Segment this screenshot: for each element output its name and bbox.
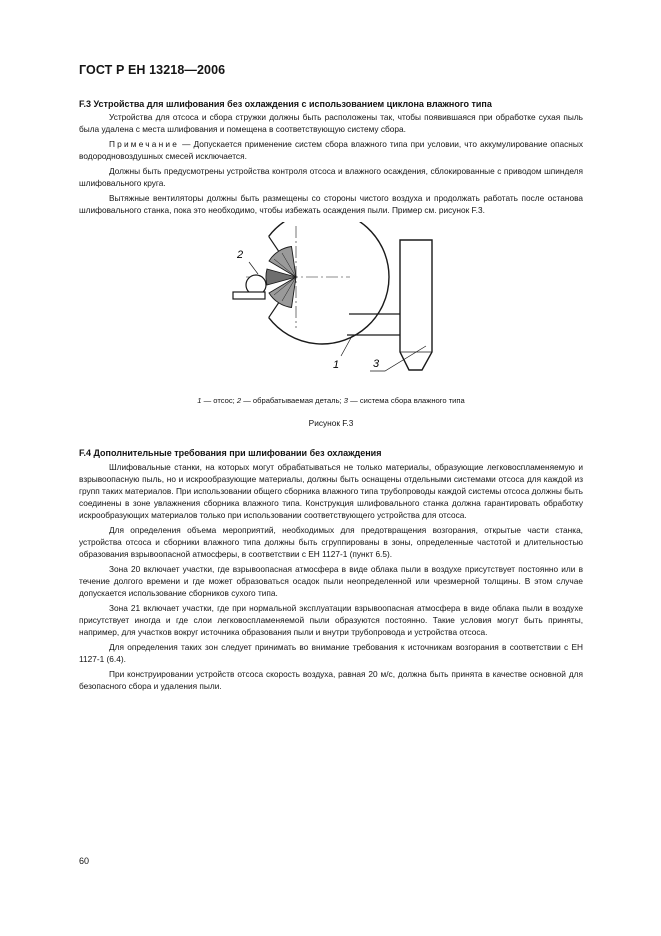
leader-line bbox=[249, 262, 258, 274]
paragraph: Устройства для отсоса и сбора стружки должны быть расположены так, чтобы появившаяся при обработке сухая пыль была удалена с места шлифования и помещена в соответствующую систему сбора. bbox=[79, 112, 583, 134]
paragraph: Для определения таких зон следует принимать во внимание требования к источникам возгорания в соответствии с ЕН 1127-1 (6.4). bbox=[79, 642, 583, 664]
duct-shape bbox=[347, 314, 400, 335]
document-header: ГОСТ Р ЕН 13218—2006 bbox=[79, 63, 226, 77]
paragraph: Должны быть предусмотрены устройства контроля отсоса и влажного осаждения, сблокированные с приводом шпинделя шлифовального круга. bbox=[79, 166, 583, 188]
paragraph: Шлифовальные станки, на которых могут обрабатываться не только материалы, образующие легковоспламеняемую и взрывоопасную пыль, но и искрообразующие материалы, должны быть оснащены отдельными системами отсоса для каждой из групп таких материалов. При использовании общего сборника влажного типа трубопроводы каждой системы отсоса должны быть соединены в зоне увлажнения сборника влажного типа. Конструкция шлифовального станка должна гарантировать обработку искрообразующих материалов только при использовании соответствующего устройства для отсоса. bbox=[79, 462, 583, 520]
section-f4-heading: F.4 Дополнительные требования при шлифовании без охлаждения bbox=[79, 448, 382, 458]
legend-text: — отсос; bbox=[201, 396, 237, 405]
figure-label-3: 3 bbox=[373, 358, 380, 370]
legend-text: — система сбора влажного типа bbox=[348, 396, 465, 405]
note-text: — Допускается применение систем сбора влажного типа при условии, что аккумулирование опасных водородновоздушных смесей исключается. bbox=[79, 139, 583, 161]
figure-f3-diagram bbox=[220, 222, 450, 387]
paragraph: Для определения объема мероприятий, необходимых для предотвращения возгорания, открытые части станка, устройства отсоса и сборники влажного типа должны быть сгруппированы в зоны, определенные частотой и длительностью образования взрывоопасной атмосферы, в соответствии с ЕН 1127-1 (пункт 6.5). bbox=[79, 525, 583, 559]
section-f3-body bbox=[79, 111, 583, 216]
note-paragraph bbox=[79, 138, 583, 162]
grinding-wheel-shape bbox=[266, 247, 296, 308]
figure-title: Рисунок F.3 bbox=[308, 418, 354, 428]
section-f3-heading: F.3 Устройства для шлифования без охлаждения с использованием циклона влажного типа bbox=[79, 99, 492, 109]
figure-label-1: 1 bbox=[333, 359, 340, 371]
paragraph: При конструировании устройств отсоса скорость воздуха, равная 20 м/с, должна быть принята в качестве основной для безопасного сбора и удаления пыли. bbox=[79, 669, 583, 691]
legend-number: 2 bbox=[236, 396, 242, 405]
wet-separator-shape bbox=[400, 240, 432, 370]
legend-text: — обрабатываемая деталь; bbox=[241, 396, 344, 405]
figure-label-2: 2 bbox=[237, 249, 244, 261]
section-f4-body bbox=[79, 461, 583, 692]
note-label: Примечание bbox=[109, 139, 180, 149]
paragraph: Вытяжные вентиляторы должны быть размещены со стороны чистого воздуха и продолжать работать после останова шлифовального станка, пока это необходимо, чтобы избежать осаждения пыли. Пример см. рисунок F.3. bbox=[79, 193, 583, 215]
page-number: 60 bbox=[79, 856, 90, 866]
paragraph: Зона 20 включает участки, где взрывоопасная атмосфера в виде облака пыли в воздухе присутствует постоянно или в течение долгого времени и где может образоваться осадок пыли неопределенной или чрезмерной толщины. В этом случае допускается использование сборников сухого типа. bbox=[79, 564, 583, 598]
workpiece-shape bbox=[233, 275, 266, 299]
figure-legend bbox=[79, 396, 583, 405]
legend-number: 3 bbox=[343, 396, 349, 405]
legend-number: 1 bbox=[197, 396, 202, 405]
paragraph: Зона 21 включает участки, где при нормальной эксплуатации взрывоопасная атмосфера в виде облака пыли в воздухе присутствует иногда и где слои легковоспламеняемой пыли образуются постоянно. Такие условия могут быть приняты, например, для участков вокруг источника образования пыли и внутри трубопровода и устройства отсоса. bbox=[79, 603, 583, 637]
